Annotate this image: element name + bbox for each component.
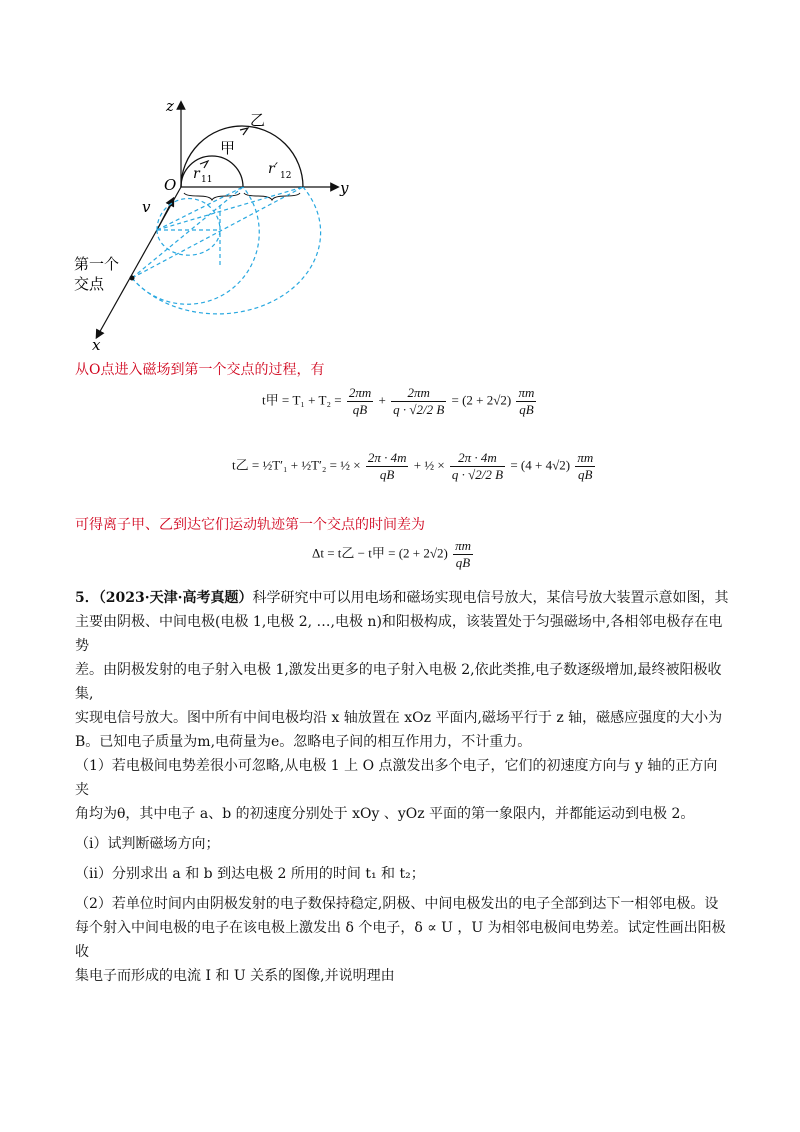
- formula2-eq: = (4 + 4√2): [510, 457, 571, 473]
- question-5-sub2c: 集电子而形成的电流 I 和 U 关系的图像,并说明理由: [75, 968, 395, 984]
- x-label: x: [92, 336, 101, 354]
- formula-t-yi: [232, 450, 597, 483]
- formula1-eq: = (2 + 2√2): [451, 392, 512, 408]
- formula1-lhs: t甲 = T₁ + T₂ =: [262, 392, 342, 408]
- question-5-line5: B。已知电子质量为m,电荷量为e。忽略电子间的相互作用力，不计重力。: [75, 734, 532, 750]
- formula-t-jia: t甲 = T₁ + T₂ = $\frac{2\pi m}{qB}$ + $\frac{2\pi m}{q \cdot √2/2 B}$ = (2 + 2√2) $\frac{\pi m}{qB}$: [262, 385, 535, 417]
- question-5-sub1b: 角均为θ，其中电子 a、b 的初速度分别处于 xOy 、yOz 平面的第一象限内，并都能运动到电极 2。: [75, 806, 695, 822]
- first-intersection-point: [130, 276, 135, 281]
- label-first-point-2: 交点: [74, 275, 105, 293]
- dashed-trajectories: [132, 187, 321, 314]
- label-r12: r′: [268, 161, 278, 177]
- solution-intro: 从O点进入磁场到第一个交点的过程，有: [75, 362, 325, 378]
- question-5-line3: 差。由阴极发射的电子射入电极 1,激发出更多的电子射入电极 2,依此类推,电子数逐级增加,最终被阳极收集,: [75, 662, 722, 702]
- arrow-yi: [240, 128, 248, 135]
- y-label: y: [340, 179, 349, 197]
- formula1-frac1: $\frac{2\pi m}{qB}$: [348, 385, 372, 417]
- solution-conclusion: 可得离子甲、乙到达它们运动轨迹第一个交点的时间差为: [75, 517, 425, 533]
- label-first-point-1: 第一个: [74, 255, 120, 273]
- formula2-lhs: t乙 = ½T′₁ + ½T′₂ = ½ ×: [232, 457, 361, 473]
- label-r12-sub: 12: [280, 171, 292, 181]
- question-5-line2: 主要由阴极、中间电极(电极 1,电极 2, …,电极 n)和阳极构成，该装置处于匀强磁场中,各相邻电极存在电势: [75, 614, 723, 654]
- question-5-line4: 实现电信号放大。图中所有中间电极均沿 x 轴放置在 xOz 平面内,磁场平行于 z 轴，磁感应强度的大小为: [75, 710, 723, 726]
- formula3-frac: $\frac{\pi m}{qB}$: [455, 538, 471, 570]
- label-v: v: [142, 198, 151, 216]
- formula2-frac1: $\frac{2\pi \cdot 4m}{qB}$: [367, 450, 407, 482]
- z-label: z: [166, 97, 174, 115]
- label-r11: r: [193, 166, 200, 182]
- question-5-sub1a: （1）若电极间电势差很小可忽略,从电极 1 上 O 点激发出多个电子，它们的初速度方向与 y 轴的正方向夹: [75, 758, 718, 798]
- arrow-jia: [200, 161, 208, 168]
- formula1-frac3: $\frac{\pi m}{qB}$: [518, 385, 535, 417]
- question-5-sub-ii: （ii）分别求出 a 和 b 到达电极 2 所用的时间 t₁ 和 t₂；: [75, 866, 425, 882]
- question-5-sub2a: （2）若单位时间内由阴极发射的电子数保持稳定,阴极、中间电极发出的电子全部到达下一相邻电极。设: [75, 896, 719, 912]
- formula3-lhs: Δt = t乙 − t甲 = (2 + 2√2): [312, 545, 448, 561]
- origin-label: O: [164, 176, 177, 194]
- trajectory-figure: [60, 85, 370, 360]
- formula2-frac2: $\frac{2\pi \cdot 4m}{q \cdot √2/2 B}$: [451, 450, 504, 482]
- label-r11-sub: 11: [201, 175, 213, 185]
- formula1-frac2: $\frac{2\pi m}{q \cdot √2/2 B}$: [393, 385, 445, 417]
- label-yi: 乙: [250, 111, 266, 129]
- question-5-sub-i: （i）试判断磁场方向；: [75, 836, 220, 852]
- formula2-frac3: $\frac{\pi m}{qB}$: [577, 450, 594, 482]
- formula-delta-t: [312, 538, 475, 571]
- label-jia: 甲: [220, 139, 236, 157]
- question-5: [75, 586, 730, 988]
- formula2-mid: + ½ ×: [413, 457, 445, 473]
- question-5-sub2b: 每个射入中间电极的电子在该电极上激发出 δ 个电子，δ ∝ U ，U 为相邻电极间电势差。试定性画出阳极收: [75, 920, 726, 960]
- question-5-line1: 5．（2023·天津·高考真题）科学研究中可以用电场和磁场实现电信号放大，某信号放大装置示意如图，其: [75, 590, 729, 606]
